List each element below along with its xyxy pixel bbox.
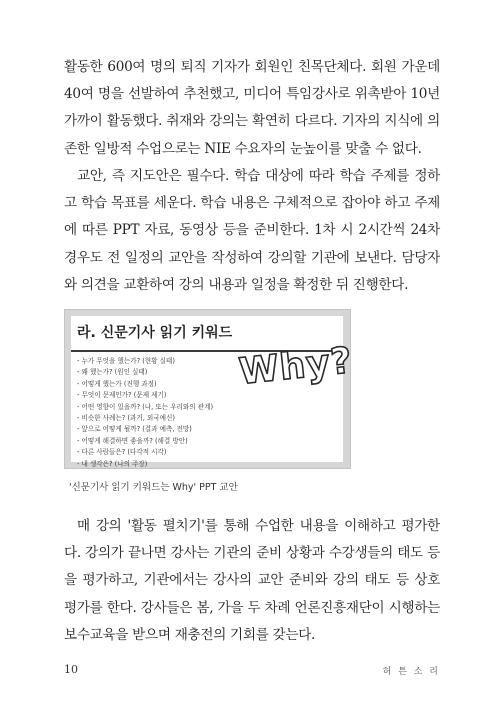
- slide-title: 라. 신문기사 읽기 키워드: [77, 325, 233, 341]
- keyword-item: - 앞으로 어떻게 될까? (결과 예측, 전망): [77, 425, 192, 434]
- figure-caption: '신문기사 읽기 키워드는 Why' PPT 교안: [69, 482, 238, 493]
- body-paragraph-1: 활동한 600여 명의 퇴직 기자가 회원인 친목단체다. 회원 가운데 40여 명을 선발하여 추천했고, 미디어 특임강사로 위촉받아 10년 가까이 활동했다. 취재와 강의는 확연히 다르다. 기자의 지식에 의존한 일방적 수업으로는 NIE 수요자의 눈높이를 맞출 수 없다.: [64, 59, 440, 157]
- running-head: 허 튼 소 리: [382, 667, 440, 677]
- page-number: 10: [64, 663, 78, 676]
- keyword-item: - 비슷한 사례는? (과거, 외국예신): [77, 414, 175, 423]
- keyword-item: - 어떻게 했는가 (진행 과정): [77, 379, 157, 388]
- body-paragraph-2: 교안, 즉 지도안은 필수다. 학습 대상에 따라 학습 주제를 정하고 학습 목표를 세운다. 학습 내용은 구체적으로 잡아야 하고 주제에 따른 PPT 자료, 동영상 등을 준비한다. 1차 시 2시간씩 24차 경우도 전 일정의 교안을 작성하여 강의할 기관에 보낸다. 담당자와 의견을 교환하여 강의 내용과 일정을 확정한 뒤 진행한다.: [64, 168, 440, 293]
- keyword-item: - 무엇이 문제인가? (문제 제기): [77, 391, 167, 400]
- why-graphic-text: Why?: [237, 340, 355, 393]
- keyword-item: - 내 생각은? (나의 주장): [77, 459, 148, 468]
- keyword-item: - 어떤 영향이 있을까? (나, 또는 우리와의 관계): [77, 402, 214, 411]
- keyword-list: [77, 356, 213, 470]
- keyword-item: - 다른 사람들은? (다각적 시각): [77, 448, 167, 457]
- body-paragraph-3: 매 강의 '활동 펼치기'를 통해 수업한 내용을 이해하고 평가한다. 강의가 끝나면 강사는 기관의 준비 상황과 수강생들의 태도 등을 평가하고, 기관에서는 강사의 교안 준비와 강의 태도 등 상호 평가를 한다. 강사들은 봄, 가을 두 차례 언론진흥재단이 시행하는 보수교육을 받으며 재충전의 기회를 갖는다.: [64, 518, 440, 643]
- keyword-item: - 누가 무엇을 했는가? (현황 실태): [77, 357, 175, 365]
- keyword-item: - 왜 했는가? (원인 실태): [77, 368, 148, 377]
- ppt-slide-figure: [64, 309, 355, 469]
- keyword-item: - 어떻게 해결하면 좋을까? (해결 방안): [77, 436, 188, 445]
- slide-panel: [71, 316, 355, 468]
